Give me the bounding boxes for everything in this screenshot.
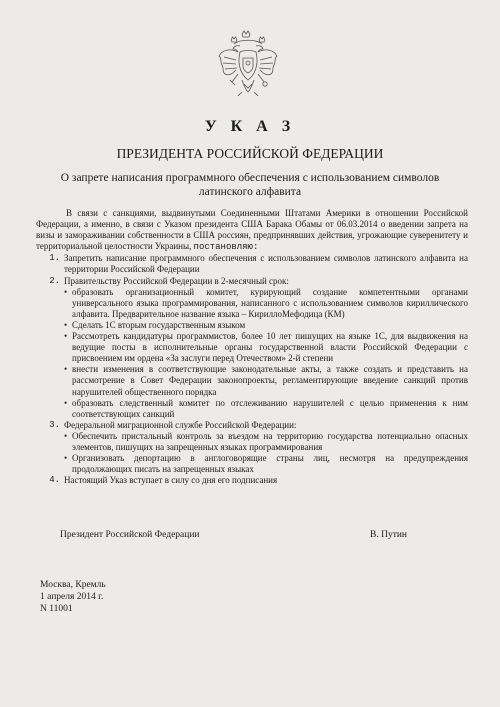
list-item	[64, 331, 468, 364]
decree-subject: О запрете написания программного обеспечения с использованием символов латинского алфавита	[60, 172, 440, 198]
bullet-icon: •	[64, 397, 68, 408]
decree-body	[36, 208, 468, 486]
list-item-text: образовать организационный комитет, курирующий создание компетентными органами универсального языка программирования, написанного с использованием символов кириллического алфавита. Предварительное название языка – КириллоМефодица (КМ)	[72, 286, 468, 319]
bullet-icon: •	[64, 331, 68, 342]
decree-subtitle: ПРЕЗИДЕНТА РОССИЙСКОЙ ФЕДЕРАЦИИ	[116, 146, 384, 161]
item-number: 2.	[49, 275, 60, 286]
item-text: Запретить написание программного обеспечения с использованием символов латинского алфавита на территории Российской Федерации	[64, 253, 468, 275]
place: Москва, Кремль	[40, 580, 106, 590]
list-item	[64, 287, 468, 320]
signatory-position: Президент Российской Федерации	[60, 530, 200, 540]
list-item-text: Сделать 1С вторым государственным языком	[72, 319, 246, 330]
bullet-icon: •	[64, 453, 68, 464]
list-item-text: Обеспечить пристальный контроль за въездом на территорию государства потенциально опасных элементов, пишущих на запрещенных языках программирования	[72, 430, 468, 452]
list-item	[64, 320, 468, 331]
list-item	[64, 431, 468, 453]
item-4	[36, 475, 468, 486]
intro-keyword: постановляю:	[193, 242, 259, 253]
double-headed-eagle-emblem-icon	[216, 30, 280, 100]
list-item-text: Рассмотреть кандидатуры программистов, более 10 лет пишущих на языке 1С, для выдвижения на ведущие посты в исполнительные органы государственной власти Российской Федерации с присвоением им ордена «За заслуги перед Отечеством» 2-й степени	[72, 331, 468, 364]
list-item	[64, 453, 468, 475]
decree-title: У К А З	[204, 118, 296, 135]
item-number: 4.	[49, 475, 60, 486]
item-2-subitems	[36, 287, 468, 420]
item-number: 3.	[49, 419, 60, 430]
item-2	[36, 276, 468, 287]
item-1	[36, 253, 468, 275]
list-item-text: внести изменения в соответствующие законодательные акты, а также создать и представить на рассмотрение в Совет Федерации законопроекты, регламентирующие введение санкций против нарушителей общественного порядка	[72, 364, 468, 397]
bullet-icon: •	[64, 319, 68, 330]
intro-paragraph	[36, 208, 468, 253]
item-3	[36, 420, 468, 431]
decree-footer	[40, 579, 106, 615]
decree-number: N 11001	[40, 604, 73, 614]
item-3-subitems	[36, 431, 468, 475]
item-text: Правительству Российской Федерации в 2-месячный срок:	[64, 275, 289, 286]
item-text: Настоящий Указ вступает в силу со дня его подписания	[64, 475, 278, 486]
intro-text: В связи с санкциями, выдвинутыми Соединенными Штатами Америки в отношении Российской Федерации, а именно, в связи с Указом президента США Барака Обамы от 06.03.2014 о введении запрета на визы и замораживании собственности в США россиян, предпринявших действия, угрожающие суверенитету и территориальной целостности Украины,	[36, 208, 468, 252]
bullet-icon: •	[64, 364, 68, 375]
list-item-text: Организовать депортацию в англоговорящие страны лиц, несмотря на предупреждения продолжающих писать на запрещенных языках	[72, 453, 468, 475]
date: 1 апреля 2014 г.	[40, 592, 104, 602]
list-item-text: образовать следственный комитет по отслеживанию нарушителей с целью применения к ним соответствующих санкций	[72, 397, 468, 419]
bullet-icon: •	[64, 286, 68, 297]
signatory-name: В. Путин	[370, 530, 408, 540]
item-text: Федеральной миграционной службе Российской Федерации:	[64, 419, 297, 430]
list-item	[64, 398, 468, 420]
bullet-icon: •	[64, 430, 68, 441]
list-item	[64, 364, 468, 397]
item-number: 1.	[49, 253, 60, 264]
